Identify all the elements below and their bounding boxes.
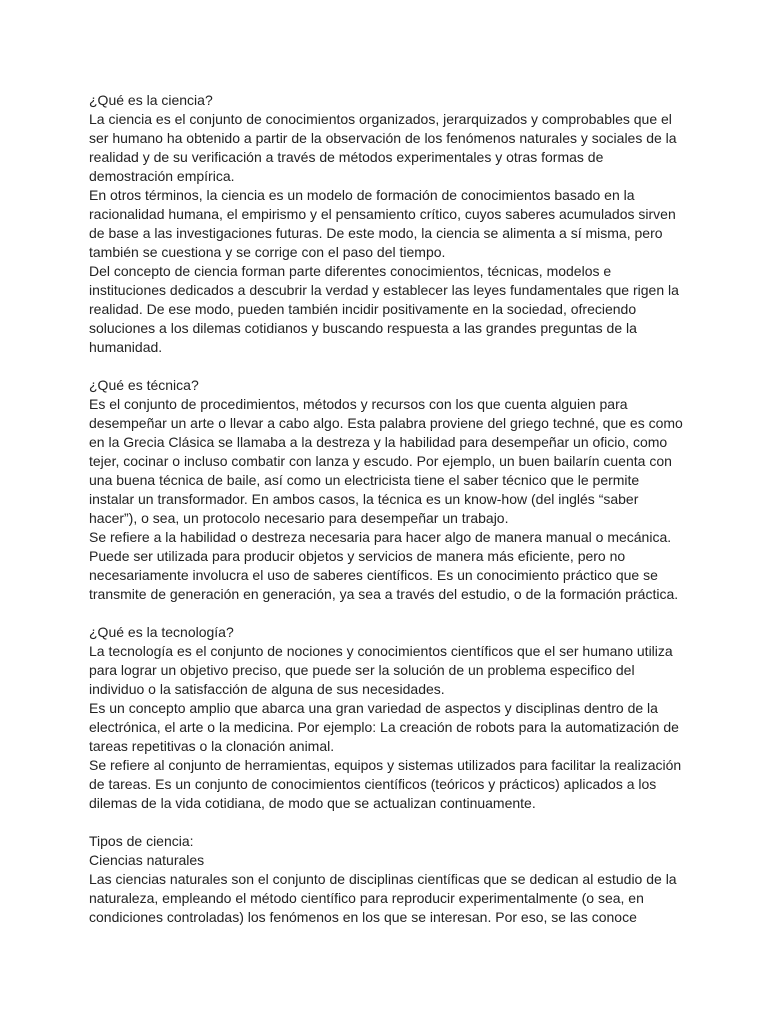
- body-line: realidad. De ese modo, pueden también incidir positivamente en la sociedad, ofreciendo: [89, 301, 637, 317]
- body-line: también se cuestiona y se corrige con el paso del tiempo.: [89, 244, 446, 260]
- body-line: para lograr un objetivo preciso, que puede ser la solución de un problema especifico del: [89, 662, 635, 678]
- body-line: electrónica, el arte o la medicina. Por ejemplo: La creación de robots para la automatización de: [89, 719, 679, 735]
- body-line: Es el conjunto de procedimientos, métodos y recursos con los que cuenta alguien para: [89, 396, 628, 412]
- body-line: En otros términos, la ciencia es un modelo de formación de conocimientos basado en la: [89, 187, 635, 203]
- body-line: tejer, cocinar o incluso combatir con lanza y escudo. Por ejemplo, un buen bailarín cuenta con: [89, 453, 672, 469]
- body-line: Puede ser utilizada para producir objetos y servicios de manera más eficiente, pero no: [89, 548, 626, 564]
- body-line: individuo o la satisfacción de alguna de sus necesidades.: [89, 681, 445, 697]
- section-heading: ¿Qué es técnica?: [89, 377, 199, 393]
- body-line: ser humano ha obtenido a partir de la observación de los fenómenos naturales y sociales de la: [89, 130, 677, 146]
- body-line: Las ciencias naturales son el conjunto de disciplinas científicas que se dedican al estudio de la: [89, 871, 677, 887]
- section-ciencia: [89, 91, 689, 357]
- body-line: de base a las investigaciones futuras. De este modo, la ciencia se alimenta a sí misma, pero: [89, 225, 663, 241]
- body-line: dilemas de la vida cotidiana, de modo que se actualizan continuamente.: [89, 795, 536, 811]
- section-tecnica: [89, 376, 689, 604]
- body-line: transmite de generación en generación, ya sea a través del estudio, o de la formación práctica.: [89, 586, 679, 602]
- body-line: naturaleza, empleando el método científico para reproducir experimentalmente (o sea, en: [89, 890, 644, 906]
- paragraph-spacer: [89, 604, 689, 623]
- body-line: instalar un transformador. En ambos casos, la técnica es un know-how (del inglés “saber: [89, 491, 639, 507]
- section-heading: Tipos de ciencia:: [89, 833, 194, 849]
- body-line: Del concepto de ciencia forman parte diferentes conocimientos, técnicas, modelos e: [89, 263, 612, 279]
- document-page: [89, 91, 689, 927]
- body-line: en la Grecia Clásica se llamaba a la destreza y la habilidad para desempeñar un oficio, como: [89, 434, 668, 450]
- body-line: tareas repetitivas o la clonación animal.: [89, 738, 335, 754]
- section-tecnologia: [89, 623, 689, 813]
- body-line: La ciencia es el conjunto de conocimientos organizados, jerarquizados y comprobables que el: [89, 111, 672, 127]
- body-line: Es un concepto amplio que abarca una gran variedad de aspectos y disciplinas dentro de la: [89, 700, 658, 716]
- body-line: Se refiere al conjunto de herramientas, equipos y sistemas utilizados para facilitar la realización: [89, 757, 682, 773]
- body-line: demostración empírica.: [89, 168, 235, 184]
- body-line: condiciones controladas) los fenómenos en los que se interesan. Por eso, se las conoce: [89, 909, 637, 925]
- body-line: hacer”), o sea, un protocolo necesario para desempeñar un trabajo.: [89, 510, 509, 526]
- section-heading: ¿Qué es la ciencia?: [89, 92, 213, 108]
- body-line: de tareas. Es un conjunto de conocimientos científicos (teóricos y prácticos) aplicados a los: [89, 776, 657, 792]
- body-line: realidad y de su verificación a través de métodos experimentales y otras formas de: [89, 149, 604, 165]
- body-line: instituciones dedicados a descubrir la verdad y establecer las leyes fundamentales que rigen la: [89, 282, 679, 298]
- body-line: humanidad.: [89, 339, 163, 355]
- body-line: desempeñar un arte o llevar a cabo algo. Esta palabra proviene del griego techné, que es como: [89, 415, 683, 431]
- body-line: soluciones a los dilemas cotidianos y buscando respuesta a las grandes preguntas de la: [89, 320, 637, 336]
- body-line: necesariamente involucra el uso de saberes científicos. Es un conocimiento práctico que se: [89, 567, 658, 583]
- body-line: La tecnología es el conjunto de nociones y conocimientos científicos que el ser humano utiliza: [89, 643, 673, 659]
- paragraph-spacer: [89, 813, 689, 832]
- paragraph-spacer: [89, 357, 689, 376]
- body-line: una buena técnica de baile, así como un electricista tiene el saber técnico que le permite: [89, 472, 640, 488]
- section-heading: ¿Qué es la tecnología?: [89, 624, 234, 640]
- subheading: Ciencias naturales: [89, 852, 205, 868]
- body-line: Se refiere a la habilidad o destreza necesaria para hacer algo de manera manual o mecánica.: [89, 529, 672, 545]
- body-line: racionalidad humana, el empirismo y el pensamiento crítico, cuyos saberes acumulados sirven: [89, 206, 676, 222]
- section-tipos-de-ciencia: [89, 832, 689, 927]
